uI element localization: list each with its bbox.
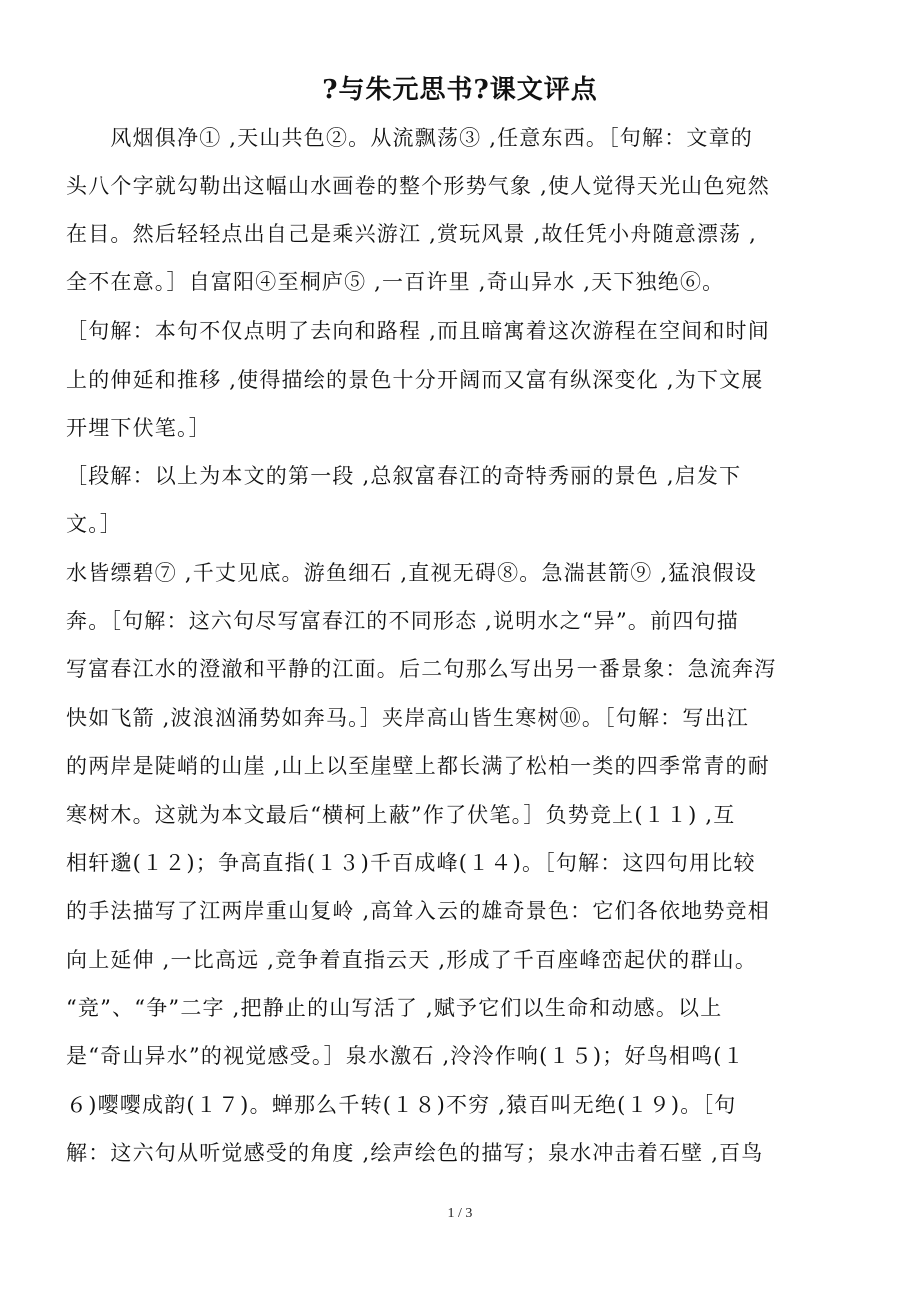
text-line: 风烟俱净① ,天山共色②。从流飘荡③ ,任意东西。［句解：文章的 bbox=[66, 126, 753, 150]
text-line: “竞”、“争”二字 ,把静止的山写活了 ,赋予它们以生命和动感。以上 bbox=[66, 996, 723, 1020]
text-line: 的两岸是陡峭的山崖 ,山上以至崖壁上都长满了松柏一类的四季常青的耐 bbox=[66, 754, 770, 778]
text-line: 文。］ bbox=[66, 512, 123, 536]
text-line: ［句解：本句不仅点明了去向和路程 ,而且暗寓着这次游程在空间和时间 bbox=[66, 319, 770, 343]
text-line: 在目。然后轻轻点出自己是乘兴游江 ,赏玩风景 ,故任凭小舟随意漂荡 , bbox=[66, 222, 758, 246]
text-line: 上的伸延和推移 ,使得描绘的景色十分开阔而又富有纵深变化 ,为下文展 bbox=[66, 368, 764, 392]
text-line: 头八个字就勾勒出这幅山水画卷的整个形势气象 ,使人觉得天光山色宛然 bbox=[66, 174, 770, 198]
text-line: 的手法描写了江两岸重山复岭 ,高耸入云的雄奇景色：它们各依地势竞相 bbox=[66, 899, 770, 923]
text-line: 快如飞箭 ,波浪汹涌势如奔马。］夹岸高山皆生寒树⑩。［句解：写出江 bbox=[66, 706, 749, 730]
text-line: 相轩邈(１２)；争高直指(１３)千百成峰(１４)。［句解：这四句用比较 bbox=[66, 851, 756, 875]
text-line: 全不在意。］自富阳④至桐庐⑤ ,一百许里 ,奇山异水 ,天下独绝⑥。 bbox=[66, 270, 725, 294]
text-line: 开埋下伏笔。］ bbox=[66, 416, 211, 440]
text-line: 向上延伸 ,一比高远 ,竞争着直指云天 ,形成了千百座峰峦起伏的群山。 bbox=[66, 948, 758, 972]
text-line: 奔。［句解：这六句尽写富春江的不同形态 ,说明水之“异”。前四句描 bbox=[66, 609, 739, 633]
text-line: 水皆缥碧⑦ ,千丈见底。游鱼细石 ,直视无碍⑧。急湍甚箭⑨ ,猛浪假设 bbox=[66, 561, 758, 585]
text-line: ［段解：以上为本文的第一段 ,总叙富春江的奇特秀丽的景色 ,启发下 bbox=[66, 464, 742, 488]
text-line: 是“奇山异水”的视觉感受。］泉水激石 ,泠泠作响(１５)；好鸟相鸣(１ bbox=[66, 1044, 745, 1068]
text-line: 寒树木。这就为本文最后“横柯上蔽”作了伏笔。］负势竞上(１１) ,互 bbox=[66, 803, 736, 827]
text-line: 写富春江水的澄澈和平静的江面。后二句那么写出另一番景象：急流奔泻 bbox=[66, 657, 777, 681]
page-title: ?与朱元思书?课文评点 bbox=[322, 75, 598, 105]
page-number: 1 / 3 bbox=[447, 1206, 473, 1221]
text-line: ６)嘤嘤成韵(１７)。蝉那么千转(１８)不穷 ,猿百叫无绝(１９)。［句 bbox=[66, 1093, 737, 1117]
text-line: 解：这六句从听觉感受的角度 ,绘声绘色的描写；泉水冲击着石壁 ,百鸟 bbox=[66, 1141, 764, 1165]
